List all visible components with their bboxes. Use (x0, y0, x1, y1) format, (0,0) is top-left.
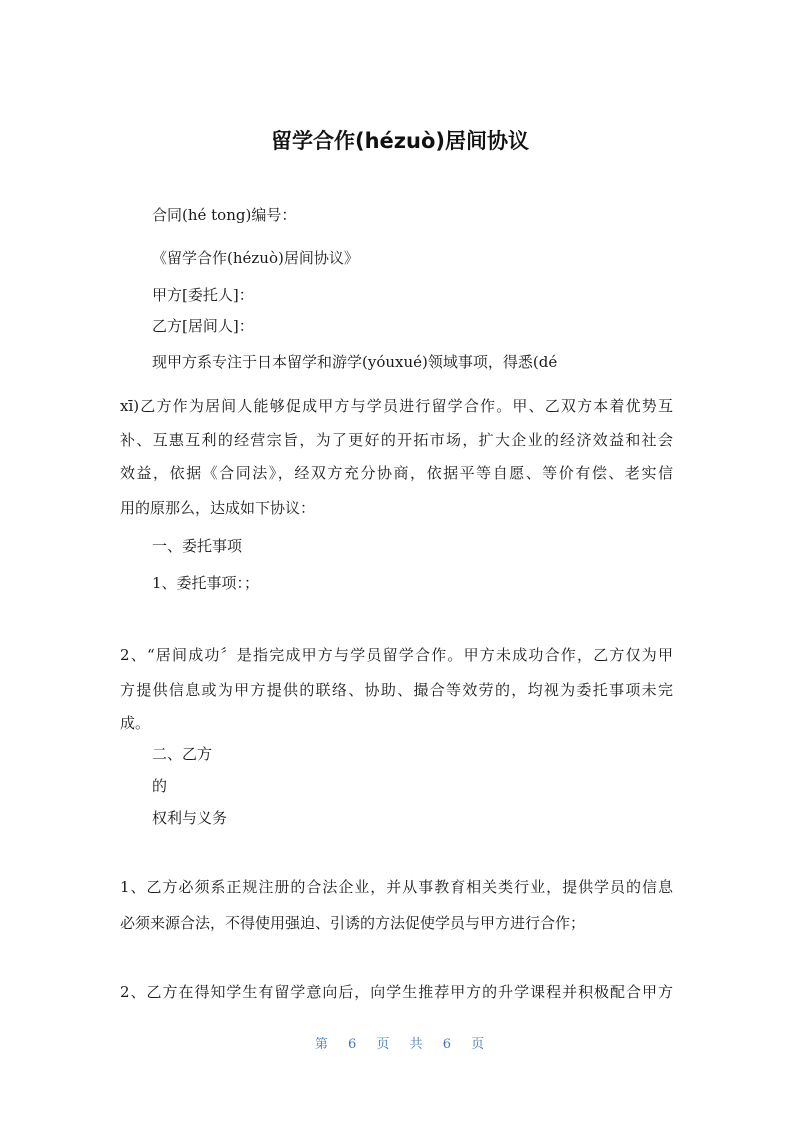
list-item-line: 2、乙方在得知学生有留学意向后，向学生推荐甲方的升学课程并积极配合甲方 (120, 983, 673, 1001)
list-item-line: 方提供信息或为甲方提供的联络、协助、撮合等效劳的，均视为委托事项未完 (120, 681, 673, 699)
section-heading: 的 (152, 777, 168, 795)
paragraph-line: 现甲方系专注于日本留学和游学(yóuxué)领域事项，得悉(dé (152, 353, 558, 371)
page-total: 6 (442, 1037, 452, 1052)
footer-word: 页 (376, 1037, 391, 1052)
list-item-line: 成。 (120, 714, 151, 732)
party-a-label: 甲方[委托人]： (152, 286, 254, 304)
document-title: 留学合作(hézuò)居间协议 (271, 129, 529, 153)
list-item-line: 必须来源合法，不得使用强迫、引诱的方法促使学员与甲方进行合作； (120, 914, 586, 932)
contract-number-label: 合同(hé tong)编号： (152, 206, 297, 224)
footer-word: 页 (471, 1037, 486, 1052)
party-b-label: 乙方[居间人]： (152, 317, 254, 335)
document-name: 《留学合作(hézuò)居间协议》 (152, 249, 359, 267)
page-footer (0, 1033, 800, 1052)
footer-word: 第 (314, 1037, 329, 1052)
paragraph-line: 效益，依据《合同法》，经双方充分协商，依据平等自愿、等价有偿、老实信 (120, 464, 673, 482)
paragraph-line: 补、互惠互利的经营宗旨，为了更好的开拓市场，扩大企业的经济效益和社会 (120, 431, 673, 449)
footer-word: 共 (409, 1037, 424, 1052)
list-item: 1、委托事项：； (152, 574, 260, 592)
list-item-line: 1、乙方必须系正规注册的合法企业，并从事教育相关类行业，提供学员的信息 (120, 878, 673, 896)
section-heading: 二、乙方 (152, 745, 213, 763)
section-heading: 一、委托事项 (152, 537, 243, 555)
paragraph-line: 用的原那么，达成如下协议： (120, 499, 316, 517)
list-item-line: 2、“居间成功〞是指完成甲方与学员留学合作。甲方未成功合作，乙方仅为甲 (120, 646, 673, 664)
paragraph-line: xī)乙方作为居间人能够促成甲方与学员进行留学合作。甲、乙双方本着优势互 (120, 397, 673, 415)
page-current: 6 (347, 1037, 358, 1052)
section-heading: 权利与义务 (152, 809, 228, 827)
